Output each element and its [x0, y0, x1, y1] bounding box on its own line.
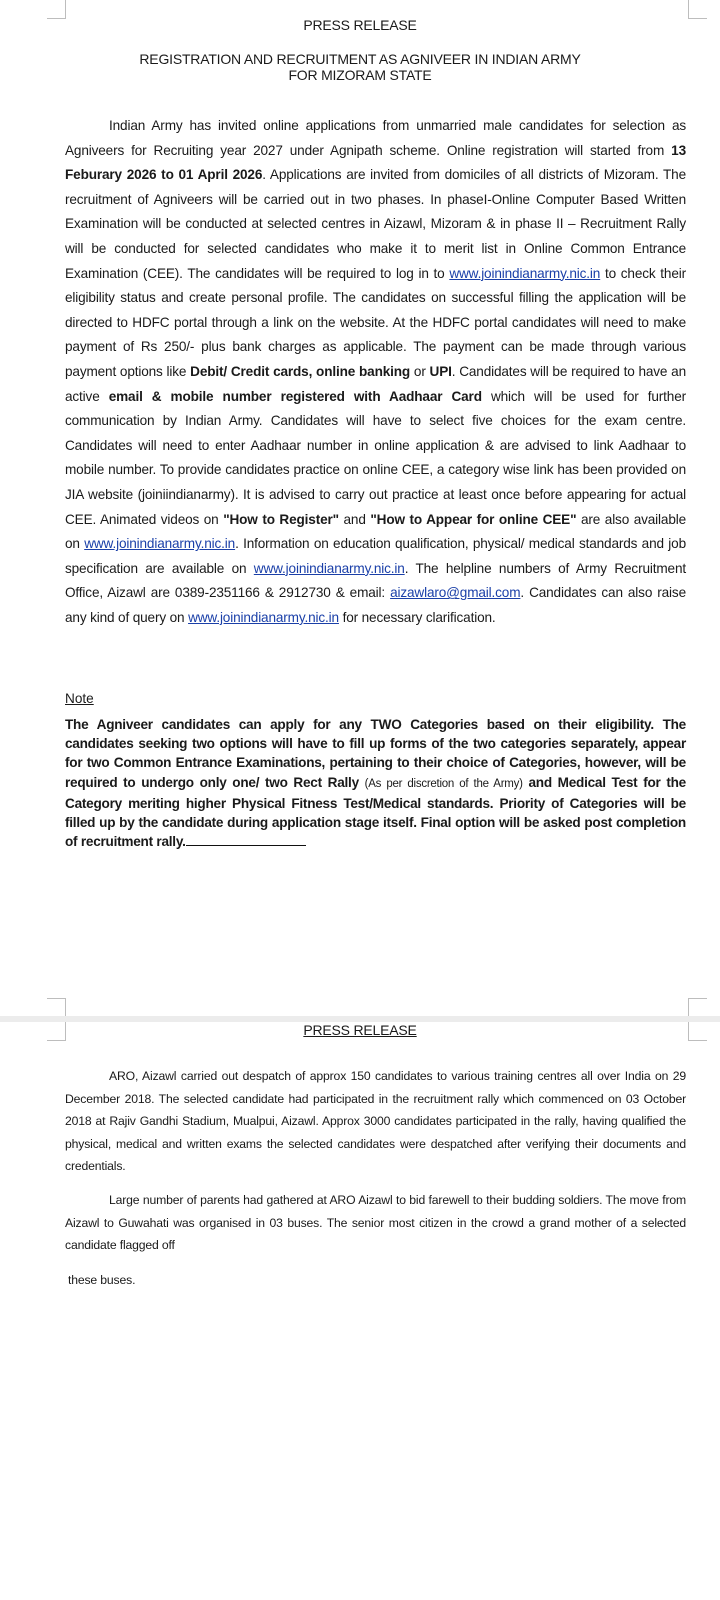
video-how-to-appear: "How to Appear for online CEE": [370, 511, 577, 527]
video-how-to-register: "How to Register": [223, 511, 339, 527]
join-indian-army-link[interactable]: www.joinindianarmy.nic.in: [84, 536, 236, 552]
registration-dates: 13 Feburary 2026 to 01 April 2026: [65, 142, 686, 183]
note-paragraph: The Agniveer candidates can apply for any TWO Categories based on their eligibility. The candidates seeking two options will have to fill up forms of the two categories separately, appear for two Common Entrance Examinations, pertaining to their choice of Categories, however, will be required to undergo only one/ two Rect Rally (As per discretion of the Army) and Medical Test for the Category meriting higher Physical Fitness Test/Medical standards. Priority of Categories will be filled up by the candidate during application stage itself. Final option will be asked post completion of recruitment rally.: [65, 717, 686, 850]
join-indian-army-link[interactable]: www.joinindianarmy.nic.in: [253, 560, 405, 576]
despatch-paragraph: ARO, Aizawl carried out despatch of approx 150 candidates to various training centres all over India on 29 December 2018. The selected candidate had participated in the recruitment rally which commenced on 03 October 2018 at Rajiv Gandhi Stadium, Mualpui, Aizawl. Approx 3000 candidates participated in the rally, having qualified the physical, medical and written exams the selected candidates were despatched after verifying their documents and credentials.: [65, 1069, 686, 1174]
document-subtitle-line-1: REGISTRATION AND RECRUITMENT AS AGNIVEER IN INDIAN ARMY: [139, 51, 581, 67]
aro-email-link[interactable]: aizawlaro@gmail.com: [390, 585, 521, 601]
crop-mark-bottom-left: [47, 998, 66, 1017]
payment-option-cards: Debit/ Credit cards, online banking: [190, 363, 411, 379]
email-mobile-requirement: email & mobile number registered with Aadhaar Card: [108, 388, 482, 404]
note-heading: Note: [65, 691, 94, 706]
crop-mark-bottom-right: [688, 998, 707, 1017]
closing-line: these buses.: [68, 1273, 136, 1287]
join-indian-army-link[interactable]: www.joinindianarmy.nic.in: [449, 265, 601, 281]
main-paragraph: Indian Army has invited online applications from unmarried male candidates for selection as Agniveers for Recruiting year 2027 under Agnipath scheme. Online registration will started from 13 Feburary 2026 to 01 April 2026. Applications are invited from domiciles of all districts of Mizoram. The recruitment of Agniveers will be carried out in two phases. In phaseI-Online Computer Based Written Examination will be conducted at selected centres in Aizawl, Mizoram & in phase II – Recruitment Rally will be conducted for selected candidates who make it to merit list in Online Common Entrance Examination (CEE). The candidates will be required to log in to www.joinindianarmy.nic.in to check their eligibility status and create personal profile. The candidates on successful filling the application will be directed to HDFC portal through a link on the website. At the HDFC portal candidates will need to make payment of Rs 250/- plus bank charges as applicable. The payment can be made through various payment options like Debit/ Credit cards, online banking or UPI. Candidates will be required to have an active email & mobile number registered with Aadhaar Card which will be used for further communication by Indian Army. Candidates will have to select five choices for the exam centre. Candidates will need to enter Aadhaar number in online application & are advised to link Aadhaar to mobile number. To provide candidates practice on online CEE, a category wise link has been provided on JIA website (joiniindianarmy). It is advised to carry out practice at least once before appearing for actual CEE. Animated videos on "How to Register" and "How to Appear for online CEE" are also available on www.joinindianarmy.nic.in. Information on education qualification, physical/ medical standards and job specification are available on www.joinindianarmy.nic.in. The helpline numbers of Army Recruitment Office, Aizawl are 0389-2351166 & 2912730 & email: aizawlaro@gmail.com. Candidates can also raise any kind of query on www.joinindianarmy.nic.in for necessary clarification.: [65, 118, 687, 625]
join-indian-army-link[interactable]: www.joinindianarmy.nic.in: [188, 609, 339, 625]
page-title: PRESS RELEASE: [303, 1022, 417, 1038]
document-subtitle-line-2: FOR MIZORAM STATE: [288, 67, 432, 83]
farewell-paragraph: Large number of parents had gathered at ARO Aizawl to bid farewell to their budding soldiers. The move from Aizawl to Guwahati was organised in 03 buses. The senior most citizen in the crowd a grand mother of a selected candidate flagged off: [65, 1193, 686, 1253]
payment-option-upi: UPI: [429, 363, 452, 379]
document-page-2: [0, 1022, 720, 1600]
blank-line: [186, 833, 306, 846]
page-title: PRESS RELEASE: [303, 17, 417, 33]
